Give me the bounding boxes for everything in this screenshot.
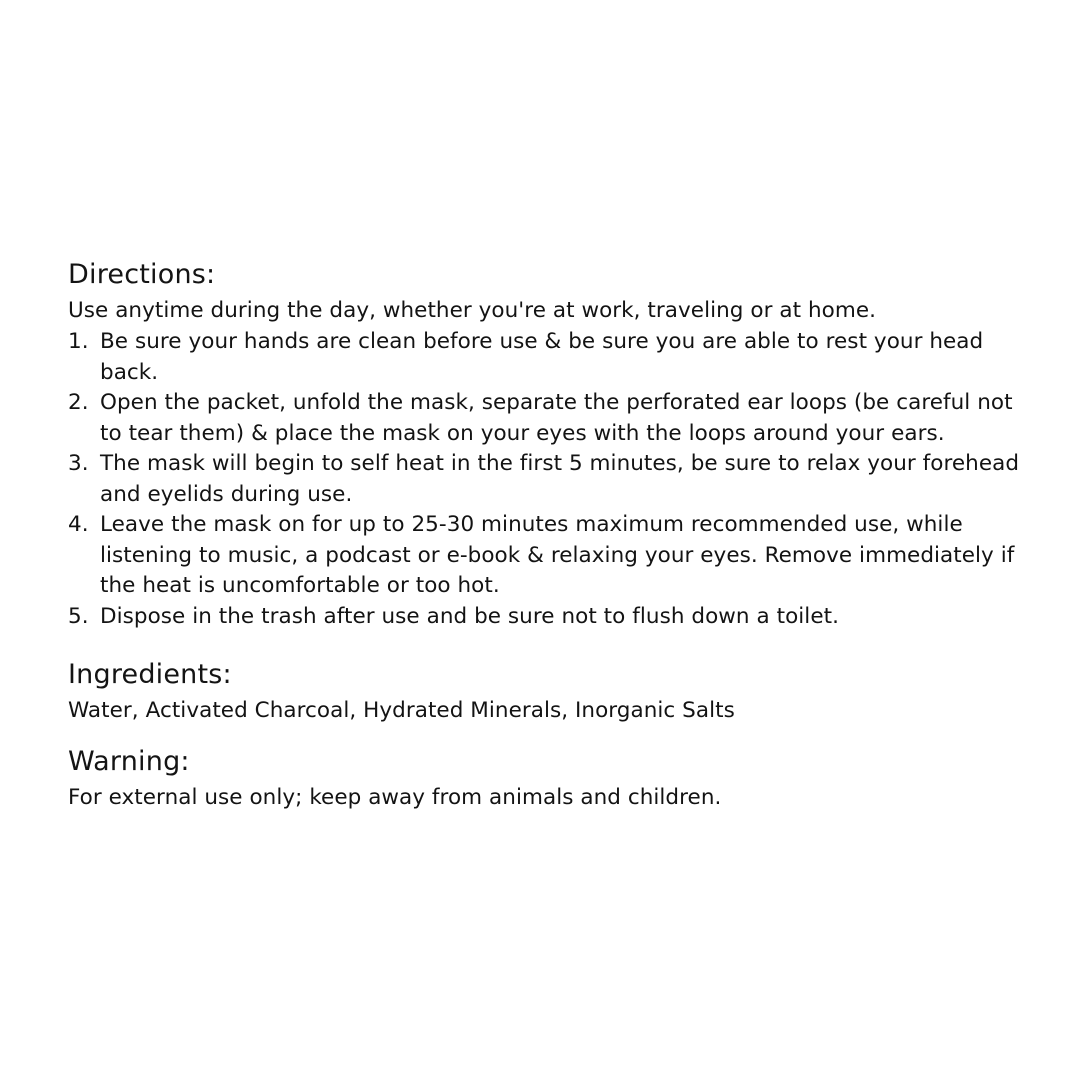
step-number: 3. (68, 451, 89, 476)
step-text: Dispose in the trash after use and be sure not to flush down a toilet. (100, 603, 839, 629)
step-text: Be sure your hands are clean before use & be sure you are able to rest your head back. (100, 329, 984, 385)
step-number: 2. (68, 390, 89, 415)
step-number: 4. (68, 512, 89, 537)
ingredients-heading: Ingredients: (68, 659, 232, 690)
list-item (68, 602, 1028, 633)
step-text: The mask will begin to self heat in the first 5 minutes, be sure to relax your forehead and eyelids during use. (100, 451, 1020, 507)
list-item (68, 510, 1028, 602)
list-item (68, 388, 1028, 449)
list-item (68, 327, 1028, 388)
step-text: Open the packet, unfold the mask, separate the perforated ear loops (be careful not to tear them) & place the mask on your eyes with the loops around your ears. (100, 390, 1013, 446)
label-content (68, 258, 1028, 813)
directions-intro: Use anytime during the day, whether you're at work, traveling or at home. (68, 298, 876, 323)
step-text: Leave the mask on for up to 25-30 minutes maximum recommended use, while listening to music, a podcast or e-book & relaxing your eyes. Remove immediately if the heat is uncomfortable or too hot. (100, 512, 1015, 598)
directions-heading: Directions: (68, 259, 216, 290)
ingredients-section (68, 658, 1028, 726)
directions-section (68, 258, 1028, 632)
warning-text: For external use only; keep away from animals and children. (68, 785, 722, 810)
list-item (68, 449, 1028, 510)
warning-heading: Warning: (68, 746, 190, 777)
ingredients-text: Water, Activated Charcoal, Hydrated Minerals, Inorganic Salts (68, 698, 735, 723)
directions-steps-list (68, 327, 1028, 632)
step-number: 1. (68, 329, 89, 354)
warning-section (68, 745, 1028, 813)
step-number: 5. (68, 603, 89, 629)
